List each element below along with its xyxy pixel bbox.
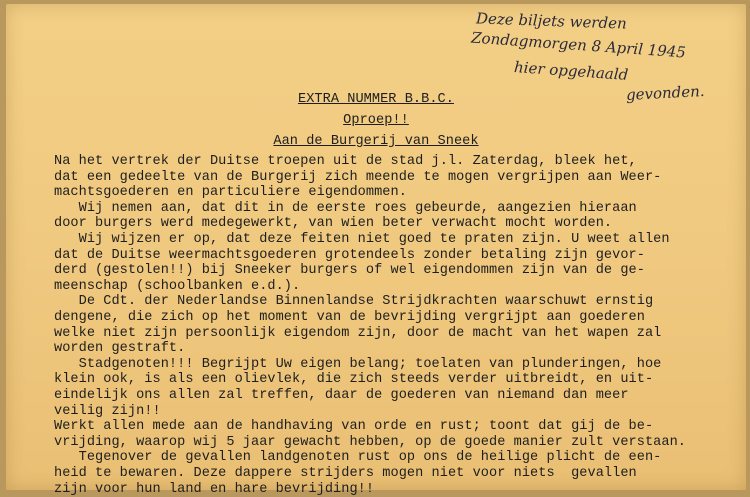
body-line: Na het vertrek der Duitse troepen uit de stad j.l. Zaterdag, bleek het, (54, 154, 637, 169)
body-line: worden gestraft. (54, 341, 186, 357)
document-title: EXTRA NUMMER B.B.C. (298, 92, 454, 107)
body-line: veilig zijn!! (54, 403, 161, 419)
body-line: Stadgenoten!!! Begrijpt Uw eigen belang; toelaten van plunderingen, hoe (54, 356, 662, 372)
handwritten-note-line-2: Zondagmorgen 8 April 1945 (470, 28, 687, 62)
handwritten-note-line-4: gevonden. (625, 81, 705, 105)
body-line: welke niet zijn persoonlijk eigendom zijn, door de macht van het wapen zal (54, 325, 662, 341)
body-line: vrijding, waarop wij 5 jaar gewacht hebben, op de goede manier zult verstaan. (54, 434, 686, 450)
document-page (6, 4, 746, 497)
body-line: machtsgoederen en particuliere eigendommen. (54, 185, 407, 201)
body-line: klein ook, is als een olievlek, die zich steeds verder uitbreidt, en uit- (54, 372, 654, 388)
body-line: meenschap (schoolbanken e.d.). (54, 278, 301, 294)
document-addressee: Aan de Burgerij van Sneek (273, 134, 479, 149)
handwritten-note-line-3: hier opgehaald (513, 58, 629, 84)
body-line: dat de Duitse weermachtsgoederen grotendeels zonder betaling zijn gevor- (54, 247, 645, 263)
body-line: Tegenover de gevallen landgenoten rust op ons de heilige plicht de een- (54, 450, 662, 466)
body-line: dat een gedeelte van de Burgerij zich meende te mogen vergrijpen aan Weer- (54, 169, 662, 185)
body-line: Wij wijzen er op, dat deze feiten niet goed te praten zijn. U weet allen (54, 232, 670, 247)
body-line: derd (gestolen!!) bij Sneeker burgers of wel eigendommen zijn van de ge- (54, 263, 645, 279)
handwritten-note-line-1: Deze biljets werden (475, 9, 627, 33)
body-line: Wij nemen aan, dat dit in de eerste roes gebeurde, aangezien hieraan (54, 200, 637, 216)
body-line: eindelijk ons allen zal treffen, daar de goederen van niemand dan meer (54, 388, 629, 403)
body-line: zijn voor hun land en hare bevrijding!! (54, 481, 375, 497)
body-line: De Cdt. der Nederlandse Binnenlandse Strijdkrachten waarschuwt ernstig (54, 294, 654, 310)
body-line: door burgers werd medegewerkt, van wien beter verwacht mocht worden. (54, 216, 613, 232)
body-line: heid te bewaren. Deze dappere strijders mogen niet voor niets gevallen (54, 466, 637, 481)
body-line: Werkt allen mede aan de handhaving van orde en rust; toont dat gij de be- (54, 419, 654, 435)
document-subtitle: Oproep!! (343, 113, 409, 128)
body-line: dengene, die zich op het moment van de bevrijding vergrijpt aan goederen (54, 310, 645, 325)
